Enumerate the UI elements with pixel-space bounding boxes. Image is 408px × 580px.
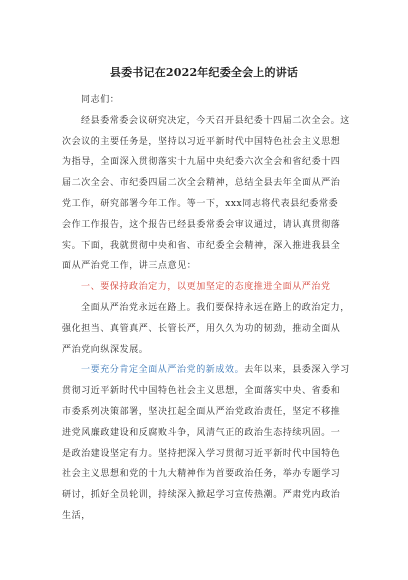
- text-line: [62, 360, 350, 381]
- text-line: [62, 194, 350, 215]
- text-line: [62, 132, 350, 153]
- line-text: 进党风廉政建设和反腐败斗争，风清气正的政治生态持续巩固。一: [62, 427, 341, 438]
- line-text-rest: 去年以来，县委深入学习: [244, 365, 350, 376]
- text-line: [62, 381, 350, 402]
- line-text: 市委系列决策部署，坚决扛起全面从严治党政治责任，坚定不移推: [62, 406, 341, 417]
- line-text: 全面从严治党永远在路上。我们要保持永远在路上的政治定力，: [81, 302, 350, 313]
- line-text: 党工作，研究部署今年工作。等一下，xxx同志将代表县纪委常委: [62, 198, 339, 209]
- line-text: 同志们：: [81, 95, 120, 105]
- text-line: [62, 111, 350, 132]
- text-line: [62, 402, 350, 423]
- text-line: [62, 485, 350, 506]
- line-text: 研讨，抓好全员轮训，持续深入掀起学习宣传热潮。严肃党内政治: [62, 490, 341, 501]
- line-text: 强化担当、真管真严、长管长严，用久久为功的韧劲，推动全面从: [62, 323, 341, 334]
- line-text: 次会议的主要任务是，坚持以习近平新时代中国特色社会主义思想: [62, 136, 341, 147]
- line-text: 生活，: [62, 510, 91, 521]
- text-line: [62, 173, 350, 194]
- line-text: 经县委常委会议研究决定，今天召开县纪委十四届二次全会。这: [81, 115, 350, 126]
- text-line: [62, 215, 350, 236]
- line-text: 会作工作报告，这个报告已经县委常委会审议通过，请认真贯彻落: [62, 219, 341, 230]
- text-line: [62, 298, 350, 319]
- text-line: [62, 464, 350, 485]
- line-text: 严治党向纵深发展。: [62, 344, 149, 355]
- line-text: 为指导，全面深入贯彻落实十九届中央纪委六次全会和省纪委十四: [62, 157, 341, 168]
- text-line: [62, 444, 350, 465]
- line-text: 届二次全会、市纪委四届二次全会精神，总结全县去年全面从严治: [62, 178, 341, 189]
- line-text: 是政治建设坚定有力。坚持把深入学习贯彻习近平新时代中国特色: [62, 448, 341, 459]
- text-line: [62, 256, 350, 277]
- line-text: 实。下面，我就贯彻中央和省、市纪委全会精神，深入推进我县全: [62, 240, 341, 251]
- line-text: 社会主义思想和党的十九大精神作为首要政治任务，举办专题学习: [62, 469, 341, 480]
- text-line: [62, 423, 350, 444]
- section-heading: 一、要保持政治定力，以更加坚定的态度推进全面从严治党: [81, 282, 331, 293]
- document-body: [62, 90, 350, 527]
- text-line: [62, 319, 350, 340]
- text-line: [62, 340, 350, 361]
- line-text: 面从严治党工作，讲三点意见：: [62, 261, 197, 272]
- line-text: 贯彻习近平新时代中国特色社会主义思想，全面落实中央、省委和: [62, 386, 341, 397]
- text-line: [62, 152, 350, 173]
- subsection-heading: 一要充分肯定全面从严治党的新成效。: [81, 365, 245, 376]
- text-line: [62, 90, 350, 111]
- text-line: [62, 506, 350, 527]
- document-title: 县委书记在2022年纪委全会上的讲话: [109, 66, 299, 79]
- text-line: [62, 277, 350, 298]
- text-line: [62, 236, 350, 257]
